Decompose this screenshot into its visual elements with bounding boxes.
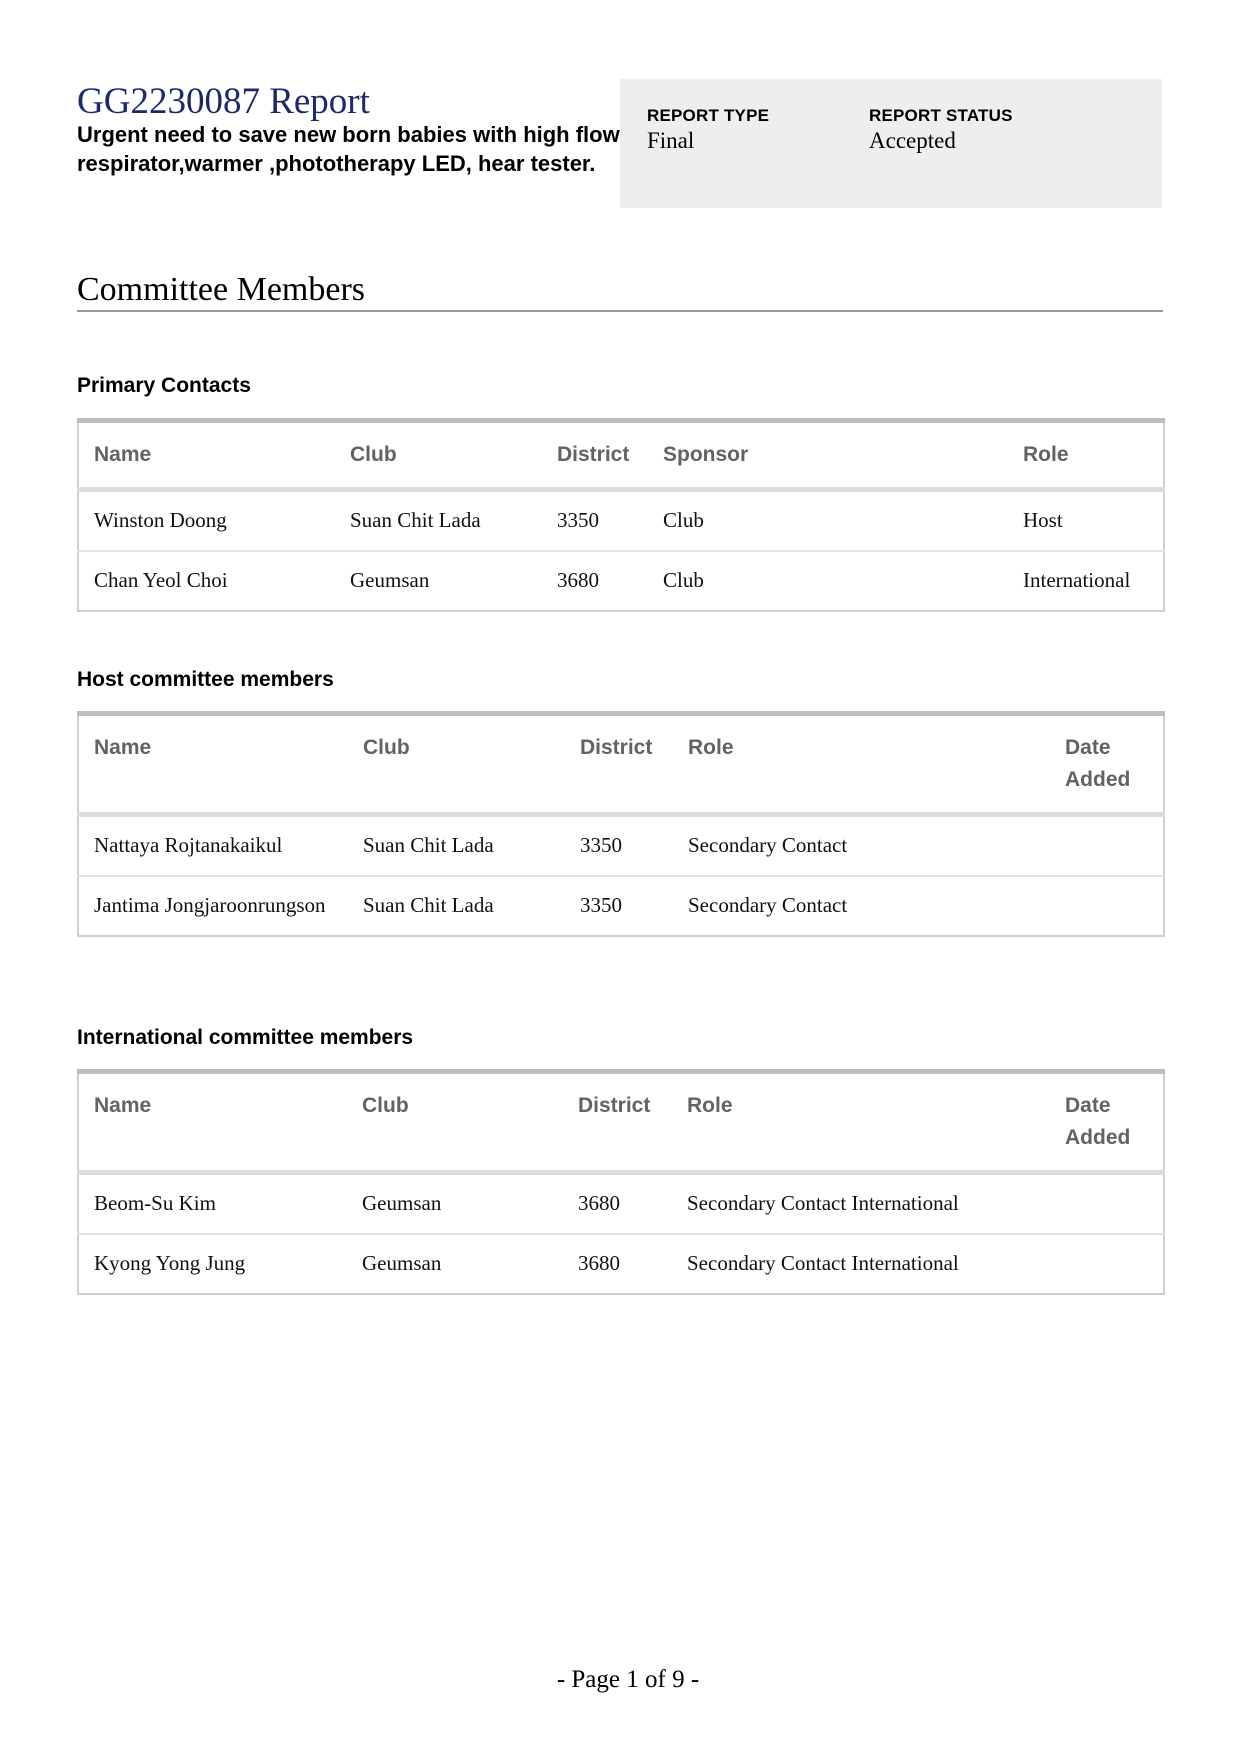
cell-club: Geumsan: [362, 1251, 442, 1275]
column-header-district: District: [542, 421, 648, 490]
cell-district: 3680: [557, 568, 599, 592]
international-committee-table: [77, 1069, 1165, 1295]
cell-name: Winston Doong: [78, 490, 335, 552]
report-type-field: [647, 105, 769, 155]
report-type-label: REPORT TYPE: [647, 106, 770, 125]
cell-role: International: [1023, 568, 1131, 592]
cell-sponsor: Club: [663, 568, 704, 592]
cell-name: Beom-Su Kim: [78, 1173, 347, 1235]
cell-date-added: [1050, 1173, 1164, 1235]
cell-district: 3350: [565, 815, 673, 877]
report-status-label: REPORT STATUS: [869, 106, 1013, 125]
column-header-role: Role: [1008, 421, 1164, 490]
table-header-row: [78, 1072, 1164, 1173]
cell-date-added: [1050, 815, 1164, 877]
primary-contacts-heading: Primary Contacts: [77, 374, 251, 397]
column-header-district: District: [565, 714, 673, 815]
cell-role: Secondary Contact International: [672, 1173, 1050, 1235]
page-number: - Page 1 of 9 -: [556, 1666, 700, 1693]
column-header-club: Club: [347, 1072, 563, 1173]
cell-date-added: [1050, 1234, 1164, 1294]
column-header-district: District: [563, 1072, 672, 1173]
cell-club: Suan Chit Lada: [348, 815, 565, 877]
cell-role: Secondary Contact: [688, 893, 848, 917]
table-header-row: [78, 421, 1164, 490]
column-header-role: Role: [672, 1072, 1050, 1173]
table-header-row: [78, 714, 1164, 815]
column-header-role: Role: [673, 714, 1050, 815]
cell-name: Kyong Yong Jung: [94, 1251, 246, 1275]
cell-district: 3350: [542, 490, 648, 552]
cell-club: Geumsan: [347, 1173, 563, 1235]
report-subtitle: Urgent need to save new born babies with high flow respirator,warmer ,phototherapy LED, hear tester.: [77, 122, 620, 176]
cell-name: Chan Yeol Choi: [94, 568, 228, 592]
table-row: [78, 1234, 1164, 1294]
table-row: [78, 815, 1164, 877]
table-row: [78, 876, 1164, 936]
cell-district: 3350: [580, 893, 622, 917]
cell-name: Jantima Jongjaroonrungson: [94, 893, 326, 917]
section-heading-committee-members: Committee Members: [77, 271, 366, 308]
host-committee-heading: Host committee members: [77, 668, 334, 691]
section-divider: [77, 310, 1163, 312]
cell-district: 3680: [563, 1173, 672, 1235]
international-committee-heading: International committee members: [77, 1026, 414, 1049]
cell-club: Geumsan: [350, 568, 430, 592]
cell-role: Host: [1008, 490, 1164, 552]
table-row: [78, 490, 1164, 552]
column-header-name: Name: [78, 421, 335, 490]
primary-contacts-table: [77, 418, 1165, 612]
cell-role: Secondary Contact: [673, 815, 1050, 877]
column-header-name: Name: [78, 1072, 347, 1173]
report-type-value: Final: [647, 128, 695, 153]
cell-role: Secondary Contact International: [687, 1251, 959, 1275]
column-header-sponsor: Sponsor: [648, 421, 1008, 490]
cell-date-added: [1050, 876, 1164, 936]
cell-club: Suan Chit Lada: [363, 893, 494, 917]
cell-district: 3680: [578, 1251, 620, 1275]
column-header-club: Club: [335, 421, 542, 490]
table-row: [78, 1173, 1164, 1235]
table-row: [78, 551, 1164, 611]
column-header-date-added: Date Added: [1050, 1072, 1164, 1173]
column-header-date-added: Date Added: [1050, 714, 1164, 815]
report-meta-box: [620, 79, 1162, 208]
cell-name: Nattaya Rojtanakaikul: [78, 815, 348, 877]
column-header-name: Name: [78, 714, 348, 815]
cell-club: Suan Chit Lada: [335, 490, 542, 552]
host-committee-table: [77, 711, 1165, 937]
report-status-value: Accepted: [869, 128, 956, 153]
cell-sponsor: Club: [648, 490, 1008, 552]
report-title: GG2230087 Report: [77, 81, 370, 122]
report-status-field: [869, 105, 1013, 155]
column-header-club: Club: [348, 714, 565, 815]
